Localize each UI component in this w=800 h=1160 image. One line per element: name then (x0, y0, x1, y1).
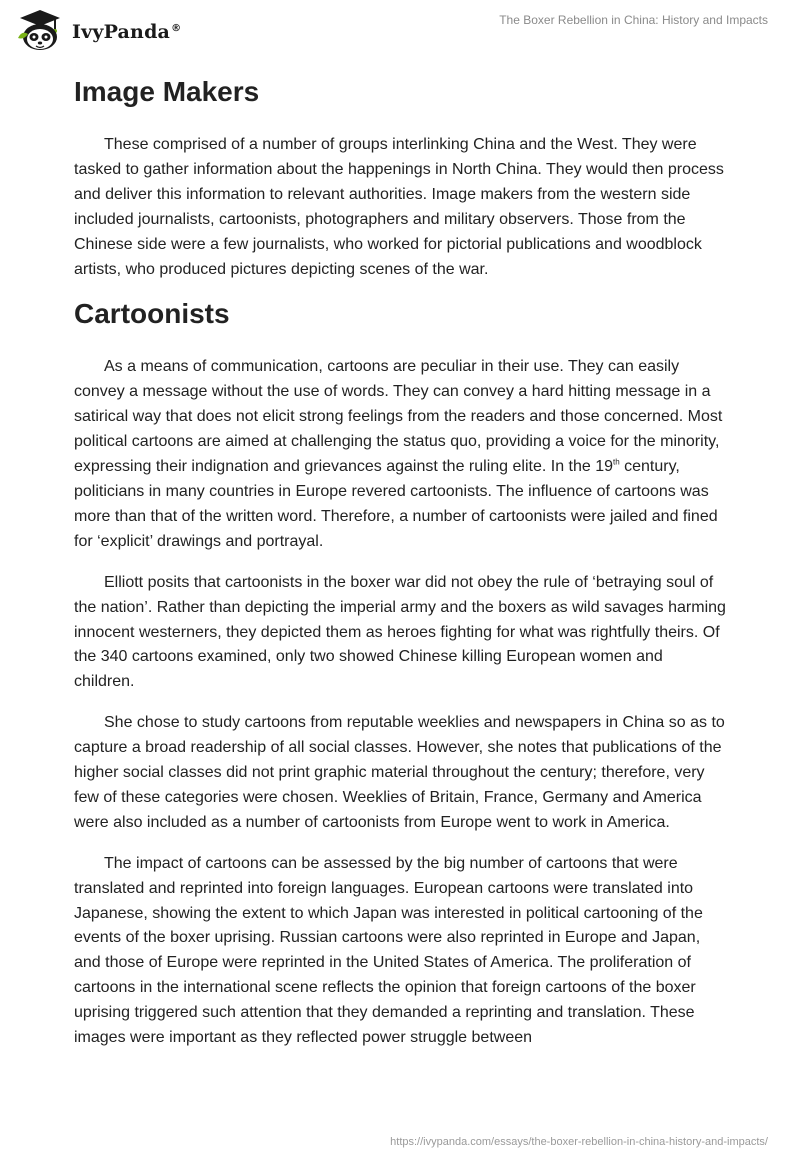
essay-content (74, 70, 726, 1051)
document-title: The Boxer Rebellion in China: History and Impacts (499, 13, 768, 27)
registered-mark: ® (171, 22, 182, 34)
page-header (0, 0, 800, 56)
paragraph-text: As a means of communication, cartoons are peculiar in their use. They can easily convey a message without the use of words. They can convey a hard hitting message in a satirical way that does not elicit strong feelings from the readers and those concerned. Most political cartoons are aimed at challenging the status quo, providing a voice for the minority, expressing their indignation and grievances against the ruling elite. In the 19 (74, 358, 723, 476)
paragraph-image-makers: These comprised of a number of groups interlinking China and the West. They were tasked to gather information about the happenings in North China. They would then process and deliver this information to relevant authorities. Image makers from the western side included journalists, cartoonists, photographers and military observers. Those from the Chinese side were a few journalists, who worked for pictorial publications and woodblock artists, who produced pictures depicting scenes of the war. (74, 136, 724, 278)
heading-cartoonists: Cartoonists (74, 298, 230, 330)
paragraph-cartoonists-2: Elliott posits that cartoonists in the boxer war did not obey the rule of ‘betraying soul of the nation’. Rather than depicting the imperial army and the boxers as wild savages harming innocent westerners, they depicted them as heroes fighting for what was rightfully theirs. Of the 340 cartoons examined, only two showed Chinese killing European women and children. (74, 573, 726, 691)
paragraph-text: century, politicians in many countries in Europe revered cartoonists. The influence of cartoons was more than that of the written word. Therefore, a number of cartoonists were jailed and fined for ‘explicit’ drawings and portrayal. (74, 458, 718, 550)
source-url[interactable]: https://ivypanda.com/essays/the-boxer-rebellion-in-china-history-and-impacts/ (390, 1136, 768, 1148)
ivypanda-logo[interactable] (14, 8, 181, 52)
paragraph-cartoonists-3: She chose to study cartoons from reputable weeklies and newspapers in China so as to capture a broad readership of all social classes. However, she notes that publications of the higher social classes did not print graphic material throughout the century; therefore, very few of these categories were chosen. Weeklies of Britain, France, Germany and America were also included as a number of cartoonists from Europe went to work in America. (74, 714, 725, 831)
paragraph-cartoonists-1 (74, 355, 726, 554)
brand-name: IvyPanda® (72, 21, 182, 43)
heading-image-makers: Image Makers (74, 76, 260, 107)
superscript-th: th (613, 457, 620, 467)
panda-graduate-icon (14, 8, 66, 52)
paragraph-cartoonists-4: The impact of cartoons can be assessed by the big number of cartoons that were translated and reprinted into foreign languages. European cartoons were translated into Japanese, showing the extent to which Japan was interested in political cartooning of the events of the boxer uprising. Russian cartoons were also reprinted in Europe and Japan, and those of Europe were reprinted in the United States of America. The proliferation of cartoons in the international scene reflects the opinion that foreign cartoons of the boxer uprising triggered such attention that they demanded a reprinting and translation. These images were important as they reflected power struggle between (74, 854, 703, 1047)
